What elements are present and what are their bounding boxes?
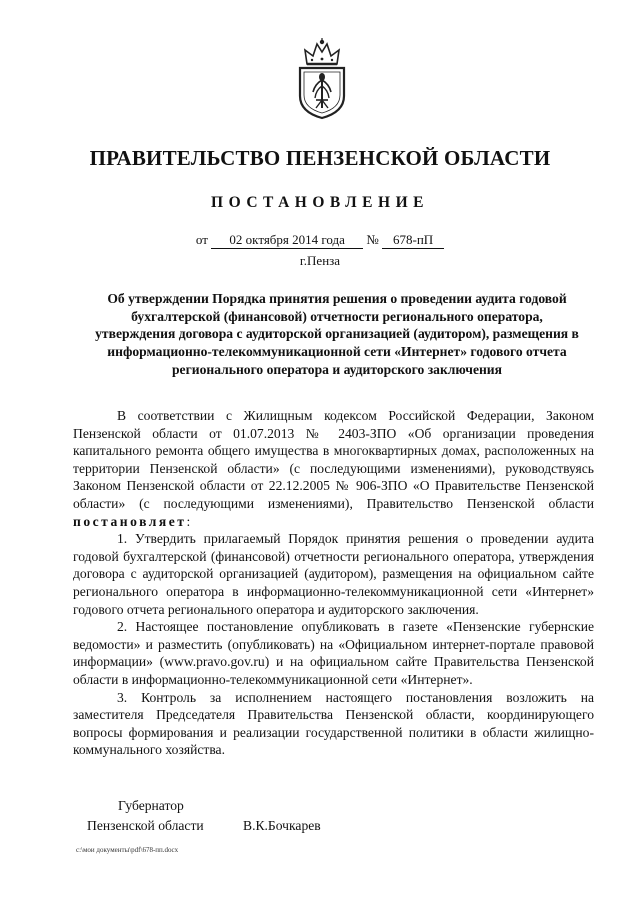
date-prefix: от (195, 232, 208, 247)
signatory-position-line1: Губернатор (118, 798, 184, 813)
resolves-word: постановляет (73, 513, 187, 529)
document-title: Об утверждении Порядка принятия решения о проведении аудита годовой бухгалтерской (финансовой) отчетности регионального оператора, утверждения договора с аудиторской организацией (аудитором), размещения в информационно-телекоммуникационной сети «Интернет» годового отчета регионального оператора и аудиторского заключения (95, 291, 579, 377)
signatory-name: В.К.Бочкарев (243, 818, 321, 833)
resolves-colon: : (186, 513, 191, 529)
clause-paragraph: 1. Утвердить прилагаемый Порядок принятия решения о проведении аудита годовой бухгалтерской (финансовой) отчетности регионального оператора, утверждения договора с аудиторской организацией (аудитором), размещения на официальном сайте регионального оператора в информационно-телекоммуникационной сети «Интернет» годового отчета регионального оператора и аудиторского заключения. (73, 531, 594, 617)
document-number: 678-пП (382, 233, 444, 249)
document-body (73, 407, 594, 759)
number-prefix: № (366, 232, 379, 247)
preamble-text: В соответствии с Жилищным кодексом Российской Федерации, Законом Пензенской области от 01.07.2013 № 2403-ЗПО «Об организации проведения капитального ремонта общего имущества в многоквартирных домах, расположенных на территории Пензенской области» (с последующими изменениями), руководствуясь Законом Пензенской области от 22.12.2005 № 906-ЗПО «О Правительстве Пензенской области» (с последующими изменениями), Правительство Пензенской области (73, 408, 594, 511)
document-type: ПОСТАНОВЛЕНИЕ (211, 194, 429, 211)
city: г.Пенза (299, 253, 341, 268)
clause-paragraph: 3. Контроль за исполнением настоящего постановления возложить на заместителя Председателя Правительства Пензенской области, координирующего вопросы формирования и реализации государственной политики в области жилищно-коммунального хозяйства. (73, 689, 594, 758)
date-number-line (0, 232, 640, 249)
organization-name: ПРАВИТЕЛЬСТВО ПЕНЗЕНСКОЙ ОБЛАСТИ (89, 146, 551, 170)
signatory-position-line2: Пензенской области (87, 818, 204, 833)
preamble-paragraph (73, 407, 594, 530)
file-path-footer: c:\мои документы\pdf\678-пп.docx (76, 846, 179, 854)
penza-coat-of-arms-icon (295, 38, 349, 120)
document-date: 02 октября 2014 года (211, 233, 363, 249)
clause-paragraph: 2. Настоящее постановление опубликовать в газете «Пензенские губернские ведомости» и разместить (опубликовать) на «Официальном интернет-портале правовой информации» (www.pravo.gov.ru) и на официальном сайте Правительства Пензенской области в информационно-телекоммуникационной сети «Интернет». (73, 619, 594, 687)
